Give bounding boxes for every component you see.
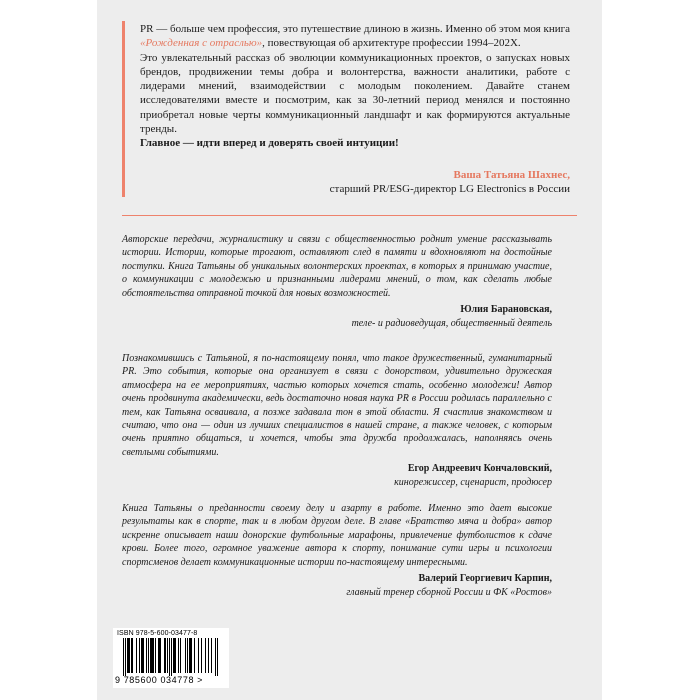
barcode-bar — [217, 638, 218, 676]
barcode-bar — [150, 638, 151, 673]
intro-p1-start: PR — больше чем профессия, это путешествие длиною в жизнь. Именно об этом моя книга — [140, 23, 570, 35]
section-divider — [122, 215, 577, 216]
review-konchalovsky — [122, 352, 552, 489]
signature-name: Ваша Татьяна Шахнес, — [453, 169, 570, 181]
barcode-bar — [153, 638, 154, 673]
barcode-bar — [160, 638, 161, 673]
barcode-bar — [141, 638, 142, 673]
barcode-bar — [190, 638, 191, 673]
barcode-bar — [132, 638, 133, 673]
barcode-bar — [139, 638, 140, 673]
barcode-bar — [169, 638, 170, 676]
isbn-barcode — [113, 628, 229, 688]
barcode-bar — [191, 638, 192, 673]
barcode-bar — [142, 638, 143, 673]
barcode-bar — [165, 638, 166, 673]
barcode-bar — [189, 638, 190, 673]
barcode-bar — [198, 638, 199, 673]
review-role: кинорежиссер, сценарист, продюсер — [394, 476, 552, 488]
review-author: Егор Андреевич Кончаловский, — [407, 463, 552, 475]
barcode-bar — [136, 638, 137, 673]
barcode-bar — [152, 638, 153, 673]
barcode-bar — [174, 638, 175, 673]
review-baranovskaya — [122, 233, 552, 330]
intro-paragraph-1 — [140, 22, 570, 51]
review-role: главный тренер сборной России и ФК «Ростов» — [346, 586, 552, 598]
intro-accent-bar — [122, 21, 125, 197]
barcode-bar — [131, 638, 132, 673]
intro-lead: Главное — идти вперед и доверять своей интуиции! — [140, 137, 399, 150]
review-karpin — [122, 502, 552, 599]
review-author: Юлия Барановская, — [460, 304, 552, 316]
barcode-bar — [146, 638, 147, 673]
barcode-bar — [208, 638, 209, 673]
barcode-bar — [127, 638, 128, 673]
isbn-number: ISBN 978-5-600-03477-8 — [117, 630, 198, 637]
review-author: Валерий Георгиевич Карпин, — [418, 573, 552, 585]
review-quote: Познакомившись с Татьяной, я по-настоящему понял, что такое дружественный, гуманитарный PR. Это события, которые она организует в связи с донорством, удивительно дружеская атмосфера на ее мероприятиях, частью которых хочется стать, особенно молодежи! Автор очень продвинута академически, ведь достаточно новая наука PR в России родилась параллельно с тем, как Татьяна осваивала, а позже задавала тон в этой области. Я счастлив знакомством и считаю, что она — один из лучших специалистов в нашей стране, а также человек, с которым очень приятно общаться, и хочется, чтобы эта дружба продолжалась, наполняясь очень светлыми событиями. — [122, 353, 552, 458]
barcode-bar — [187, 638, 188, 673]
review-quote: Книга Татьяны о преданности своему делу и азарту в работе. Именно это дает высокие результаты как в спорте, так и в любом другом деле. В главе «Братство мяча и добра» автор искренне описывает наши донорские футбольные марафоны, привлечение футболистов к сдаче крови. Более того, огромное уважение автора к спорту, понимание сути игры и психологии спортсменов делает коммуникационные истории по-настоящему интересными. — [122, 503, 552, 568]
barcode-bar — [215, 638, 216, 676]
barcode-bar — [194, 638, 195, 673]
barcode-bar — [180, 638, 181, 673]
barcode-bar — [175, 638, 176, 673]
barcode-digits: 9 785600 034778 > — [115, 675, 204, 685]
barcode-bar — [201, 638, 202, 673]
intro-paragraph-2: Это увлекательный рассказ об эволюции коммуникационных проектов, о запусках новых брендов, продвижении темы добра и волонтерства, важности аналитики, работе с лидерами мнений, взаимодействии с молодым поколением. Давайте станем исследователями вместе и посмотрим, как за 30-летний период менялся и постоянно приобретал новые черты коммуникационный ландшафт и как формируются актуальные тренды. — [140, 51, 570, 136]
barcode-bar — [205, 638, 206, 673]
barcode-bar — [167, 638, 168, 673]
author-intro — [140, 22, 570, 151]
signature-role: старший PR/ESG-директор LG Electronics в России — [329, 183, 570, 196]
review-quote: Авторские передачи, журналистику и связи с общественностью роднит умение рассказывать истории. Истории, которые трогают, оставляют след в памяти и вдохновляют на достойные поступки. Книга Татьяны об уникальных волонтерских проектах, в которых я принимаю участие, о коммуникации с молодежью и признанными лидерами мнений, о том, как сделать любые обстоятельства отправной точкой для новых возможностей. — [122, 234, 552, 299]
barcode-bar — [155, 638, 156, 673]
barcode-bar — [171, 638, 172, 676]
review-role: теле- и радиоведущая, общественный деятель — [351, 317, 552, 329]
barcode-bar — [173, 638, 174, 673]
author-signature — [140, 168, 570, 197]
barcode-bar — [164, 638, 165, 673]
intro-p1-end: , повествующая об архитектуре профессии 1994–202Х. — [262, 37, 521, 50]
book-title: «Рожденная с отраслью» — [140, 37, 263, 50]
barcode-bar — [123, 638, 124, 676]
barcode-bar — [129, 638, 130, 673]
barcode-bars — [113, 638, 229, 676]
barcode-bar — [178, 638, 179, 673]
barcode-bar — [125, 638, 126, 676]
barcode-bar — [143, 638, 144, 673]
barcode-bar — [148, 638, 149, 673]
barcode-bar — [158, 638, 159, 673]
barcode-bar — [211, 638, 212, 673]
barcode-bar — [128, 638, 129, 673]
barcode-bar — [159, 638, 160, 673]
barcode-bar — [151, 638, 152, 673]
barcode-bar — [185, 638, 186, 673]
